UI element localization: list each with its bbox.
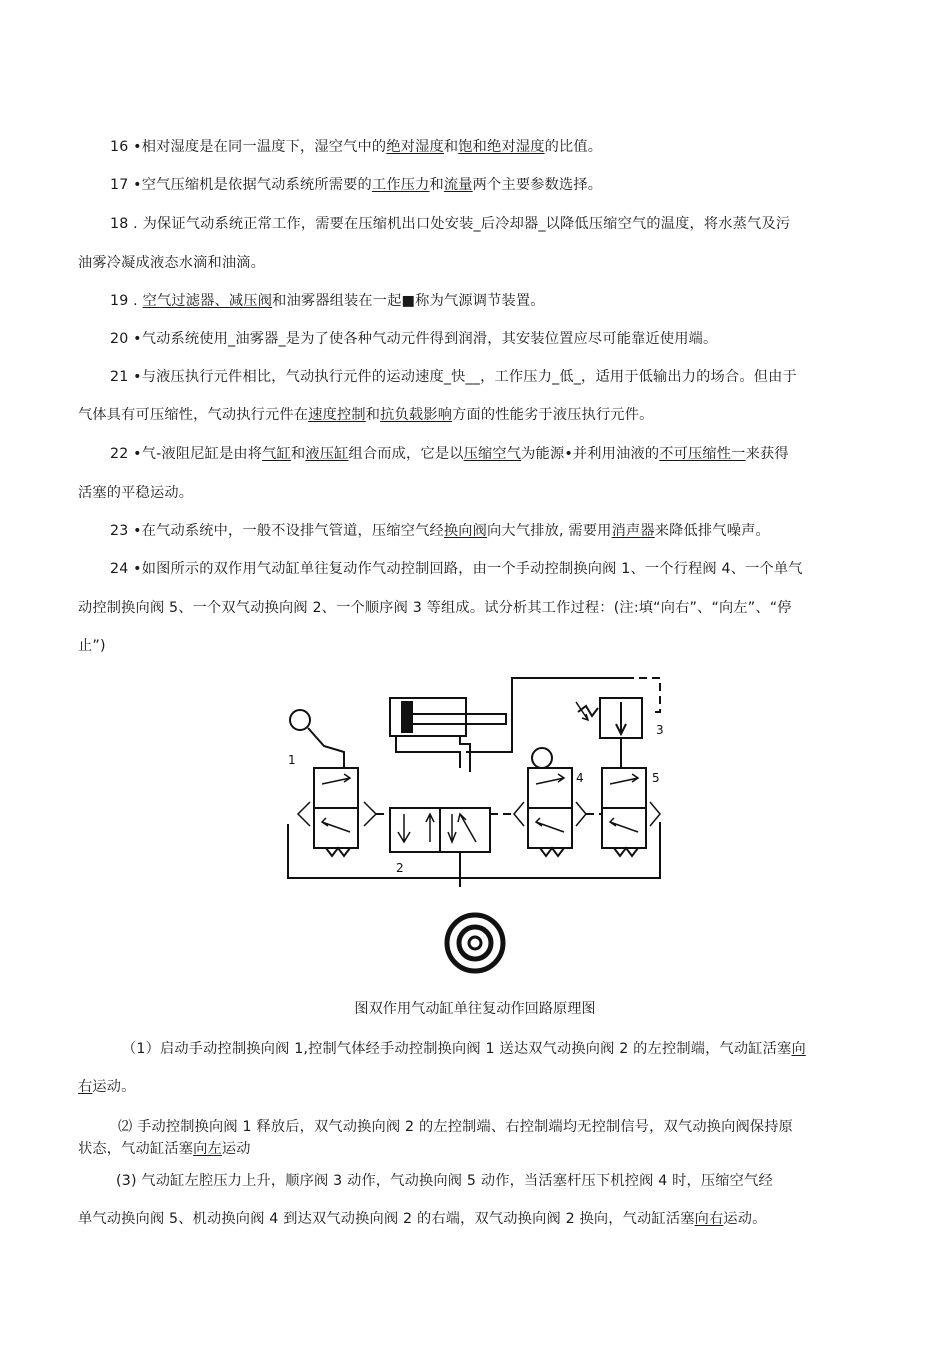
label-1: 1 (288, 753, 296, 767)
answer-3-line-1: (3) 气动缸左腔压力上升，顺序阀 3 动作，气动换向阀 5 动作，当活塞杆压下机控阀 4 时，压缩空气经 (116, 1173, 773, 1189)
valve-4-top (528, 768, 572, 808)
target-icon (442, 910, 508, 976)
cylinder-right-port-line (460, 736, 470, 772)
valve-1-bottom (314, 808, 358, 848)
valve-2-right (440, 808, 490, 852)
sequence-valve-spring (578, 706, 598, 716)
cylinder-left-port-line (396, 736, 460, 768)
question-21-line-1: 21 •与液压执行元件相比，气动执行元件的运动速度_快__，工作压力_低_，适用于低输出力的场合。但由于 (110, 369, 797, 385)
question-16: 16 •相对湿度是在同一温度下，湿空气中的绝对湿度和饱和绝对湿度的比值。 (110, 139, 603, 155)
answer-1-line-2: 右运动。 (78, 1079, 136, 1095)
cylinder-piston (402, 702, 412, 732)
valve-2-arrows-right (448, 814, 476, 842)
valve-4-arrow-top (536, 774, 564, 784)
roller-valve-roller (532, 748, 552, 768)
valve-4-bottom (528, 808, 572, 848)
question-17: 17 •空气压缩机是依据气动系统所需要的工作压力和流量两个主要参数选择。 (110, 177, 603, 193)
valve-5-arrow-bottom (610, 818, 638, 832)
manual-valve-lever (308, 728, 344, 768)
question-22-line-1: 22 •气-液阻尼缸是由将气缸和液压缸组合而成，它是以压缩空气为能源•并利用油液的不可压缩性一来获得 (110, 446, 789, 462)
valve-5-spring (614, 848, 638, 856)
label-5: 5 (652, 771, 660, 785)
question-23: 23 •在气动系统中，一般不设排气管道，压缩空气经换向阀向大气排放, 需要用消声器来降低排气噪声。 (110, 523, 770, 539)
valve-4-spring (540, 848, 564, 856)
question-21-line-2: 气体具有可压缩性，气动执行元件在速度控制和抗负载影响方面的性能劣于液压执行元件。 (78, 407, 654, 423)
valve-1-arrow-top (322, 774, 350, 784)
question-19: 19 . 空气过滤器、减压阀和油雾器组装在一起■称为气源调节装置。 (110, 293, 545, 309)
question-20: 20 •气动系统使用_油雾器_是为了使各种气动元件得到润滑，其安装位置应尽可能靠近使用端。 (110, 331, 718, 347)
valve-2-arrows-left (398, 814, 434, 842)
question-18-line-2: 油雾冷凝成液态水滴和油滴。 (78, 255, 266, 271)
label-4: 4 (576, 771, 584, 785)
valve-2-left (390, 808, 440, 852)
question-22-line-2: 活塞的平稳运动。 (78, 485, 194, 501)
pneumatic-circuit-diagram (280, 672, 670, 892)
valve-1-arrow-bottom (322, 818, 350, 832)
valve-4-side-marks (514, 802, 586, 826)
valve-5-side-marks (650, 802, 660, 826)
answer-2-line-1: ⑵ 手动控制换向阀 1 释放后，双气动换向阀 2 的左控制端、右控制端均无控制信号，双气动换向阀保持原 (118, 1119, 794, 1135)
question-18-line-1: 18 . 为保证气动系统正常工作，需要在压缩机出口处安装_后冷却器_以降低压缩空气的温度，将水蒸气及污 (110, 216, 791, 232)
cylinder-rod (412, 714, 506, 724)
answer-1-line-1: （1）启动手动控制换向阀 1,控制气体经手动控制换向阀 1 送达双气动换向阀 2 的左控制端，气动缸活塞向 (122, 1041, 806, 1057)
question-24-line-3: 止”) (78, 638, 106, 654)
label-3: 3 (656, 723, 664, 737)
valve-4-arrow-bottom (536, 818, 564, 832)
answer-3-line-2: 单气动换向阀 5、机动换向阀 4 到达双气动换向阀 2 的右端，双气动换向阀 2 换向，气动缸活塞向右运动。 (78, 1211, 767, 1227)
label-2: 2 (396, 861, 404, 875)
answer-2-line-2: 状态，气动缸活塞向左运动 (78, 1141, 251, 1157)
figure-caption: 图双作用气动缸单往复动作回路原理图 (354, 1001, 596, 1017)
question-24-line-1: 24 •如图所示的双作用气动缸单往复动作气动控制回路，由一个手动控制换向阀 1、一个行程阀 4、一个单气 (110, 561, 803, 577)
valve-5-arrow-top (610, 774, 638, 784)
valve-1-spring (326, 848, 350, 856)
valve-1-top (314, 768, 358, 808)
manual-valve-handle (290, 710, 310, 730)
question-24-line-2: 动控制换向阀 5、一个双气动换向阀 2、一个顺序阀 3 等组成。试分析其工作过程：(注:填“向右”、“向左”、“停 (78, 600, 792, 616)
valve-5-bottom (602, 808, 646, 848)
valve-5-top (602, 768, 646, 808)
valve-1-side-marks (298, 802, 376, 826)
sequence-valve-arrow (616, 702, 626, 734)
